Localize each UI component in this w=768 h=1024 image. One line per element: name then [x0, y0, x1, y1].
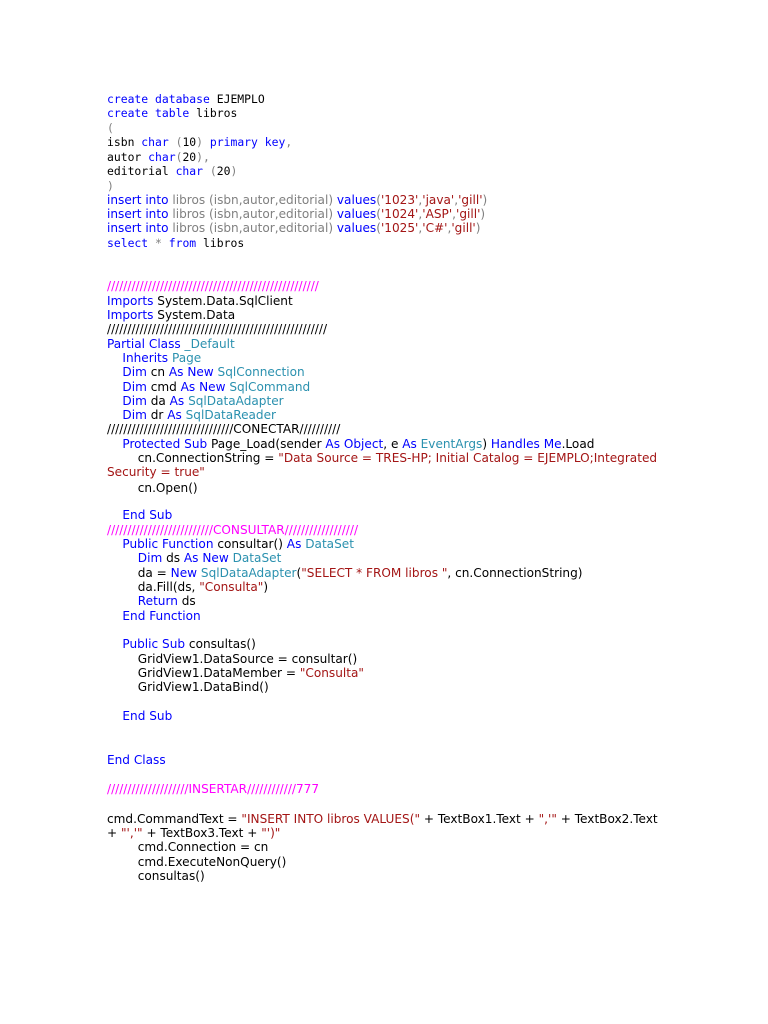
vb-end-sub-2: End Sub [122, 709, 173, 723]
vb-dim-ds: Dim ds As New DataSet [137, 551, 282, 565]
vb-cn-open: cn.Open() [107, 481, 198, 495]
vb-imports-data: Imports System.Data [107, 308, 236, 322]
sql-line-select: select * from libros [107, 236, 245, 250]
vb-end-class: End Class [107, 753, 166, 767]
vb-connection-string: cn.ConnectionString = "Data Source = TRES-HP; Initial Catalog = EJEMPLO;Integrated [107, 451, 658, 465]
vb-da-new-adapter: da = New SqlDataAdapter("SELECT * FROM libros ", cn.ConnectionString) [107, 566, 583, 580]
vb-dim-cn: Dim cn As New SqlConnection [122, 365, 305, 379]
vb-end-sub-1: End Sub [122, 508, 173, 522]
vb-sub-consultas: Public Sub consultas() [122, 637, 256, 651]
vb-comment-insertar: ////////////////////INSERTAR////////////777 [107, 782, 320, 796]
vb-inherits: Inherits Page [122, 351, 202, 365]
vb-comment-conectar: ///////////////////////////////CONECTAR////////// [107, 422, 341, 436]
sql-line-insert-3: insert into libros (isbn,autor,editorial) values('1025','C#','gill') [107, 221, 481, 235]
sql-line-create-database: create database EJEMPLO [107, 92, 265, 106]
vb-comment-consultar: //////////////////////////CONSULTAR////////////////// [107, 523, 359, 537]
vb-execute-nonquery: cmd.ExecuteNonQuery() [107, 855, 287, 869]
vb-dim-dr: Dim dr As SqlDataReader [122, 408, 277, 422]
vb-gridview-databind: GridView1.DataBind() [107, 680, 269, 694]
vb-partial-class: Partial Class _Default [107, 337, 235, 351]
vb-page-load: Protected Sub Page_Load(sender As Object, e As EventArgs) Handles Me.Load [122, 437, 595, 451]
sql-line-close-paren: ) [107, 179, 114, 193]
vb-imports-sqlclient: Imports System.Data.SqlClient [107, 294, 293, 308]
vb-comment-divider-2: ////////////////////////////////////////////////////// [107, 322, 328, 336]
sql-line-insert-1: insert into libros (isbn,autor,editorial) values('1023','java','gill') [107, 193, 488, 207]
vb-cmd-connection: cmd.Connection = cn [107, 840, 269, 854]
sql-line-create-table: create table libros [107, 106, 238, 120]
vb-gridview-datasource: GridView1.DataSource = consultar() [107, 652, 358, 666]
vb-commandtext: cmd.CommandText = "INSERT INTO libros VALUES(" + TextBox1.Text + ",'" + TextBox2.Text [107, 812, 658, 826]
sql-line-editorial: editorial char (20) [107, 164, 238, 178]
vb-return-ds: Return ds [137, 594, 196, 608]
vb-connection-string-cont: Security = true" [107, 465, 205, 479]
sql-line-isbn: isbn char (10) primary key, [107, 135, 293, 149]
vb-function-consultar: Public Function consultar() As DataSet [122, 537, 354, 551]
vb-comment-divider-1: //////////////////////////////////////////////////// [107, 279, 319, 293]
vb-dim-cmd: Dim cmd As New SqlCommand [122, 380, 311, 394]
sql-line-autor: autor char(20), [107, 150, 210, 164]
sql-line-open-paren: ( [107, 121, 114, 135]
sql-line-insert-2: insert into libros (isbn,autor,editorial) values('1024','ASP','gill') [107, 207, 486, 221]
vb-commandtext-cont: + "','" + TextBox3.Text + "')" [107, 826, 281, 840]
vb-call-consultas: consultas() [107, 869, 205, 883]
vb-gridview-datamember: GridView1.DataMember = "Consulta" [107, 666, 364, 680]
vb-end-function: End Function [122, 609, 201, 623]
vb-dim-da: Dim da As SqlDataAdapter [122, 394, 284, 408]
vb-da-fill: da.Fill(ds, "Consulta") [107, 580, 269, 594]
